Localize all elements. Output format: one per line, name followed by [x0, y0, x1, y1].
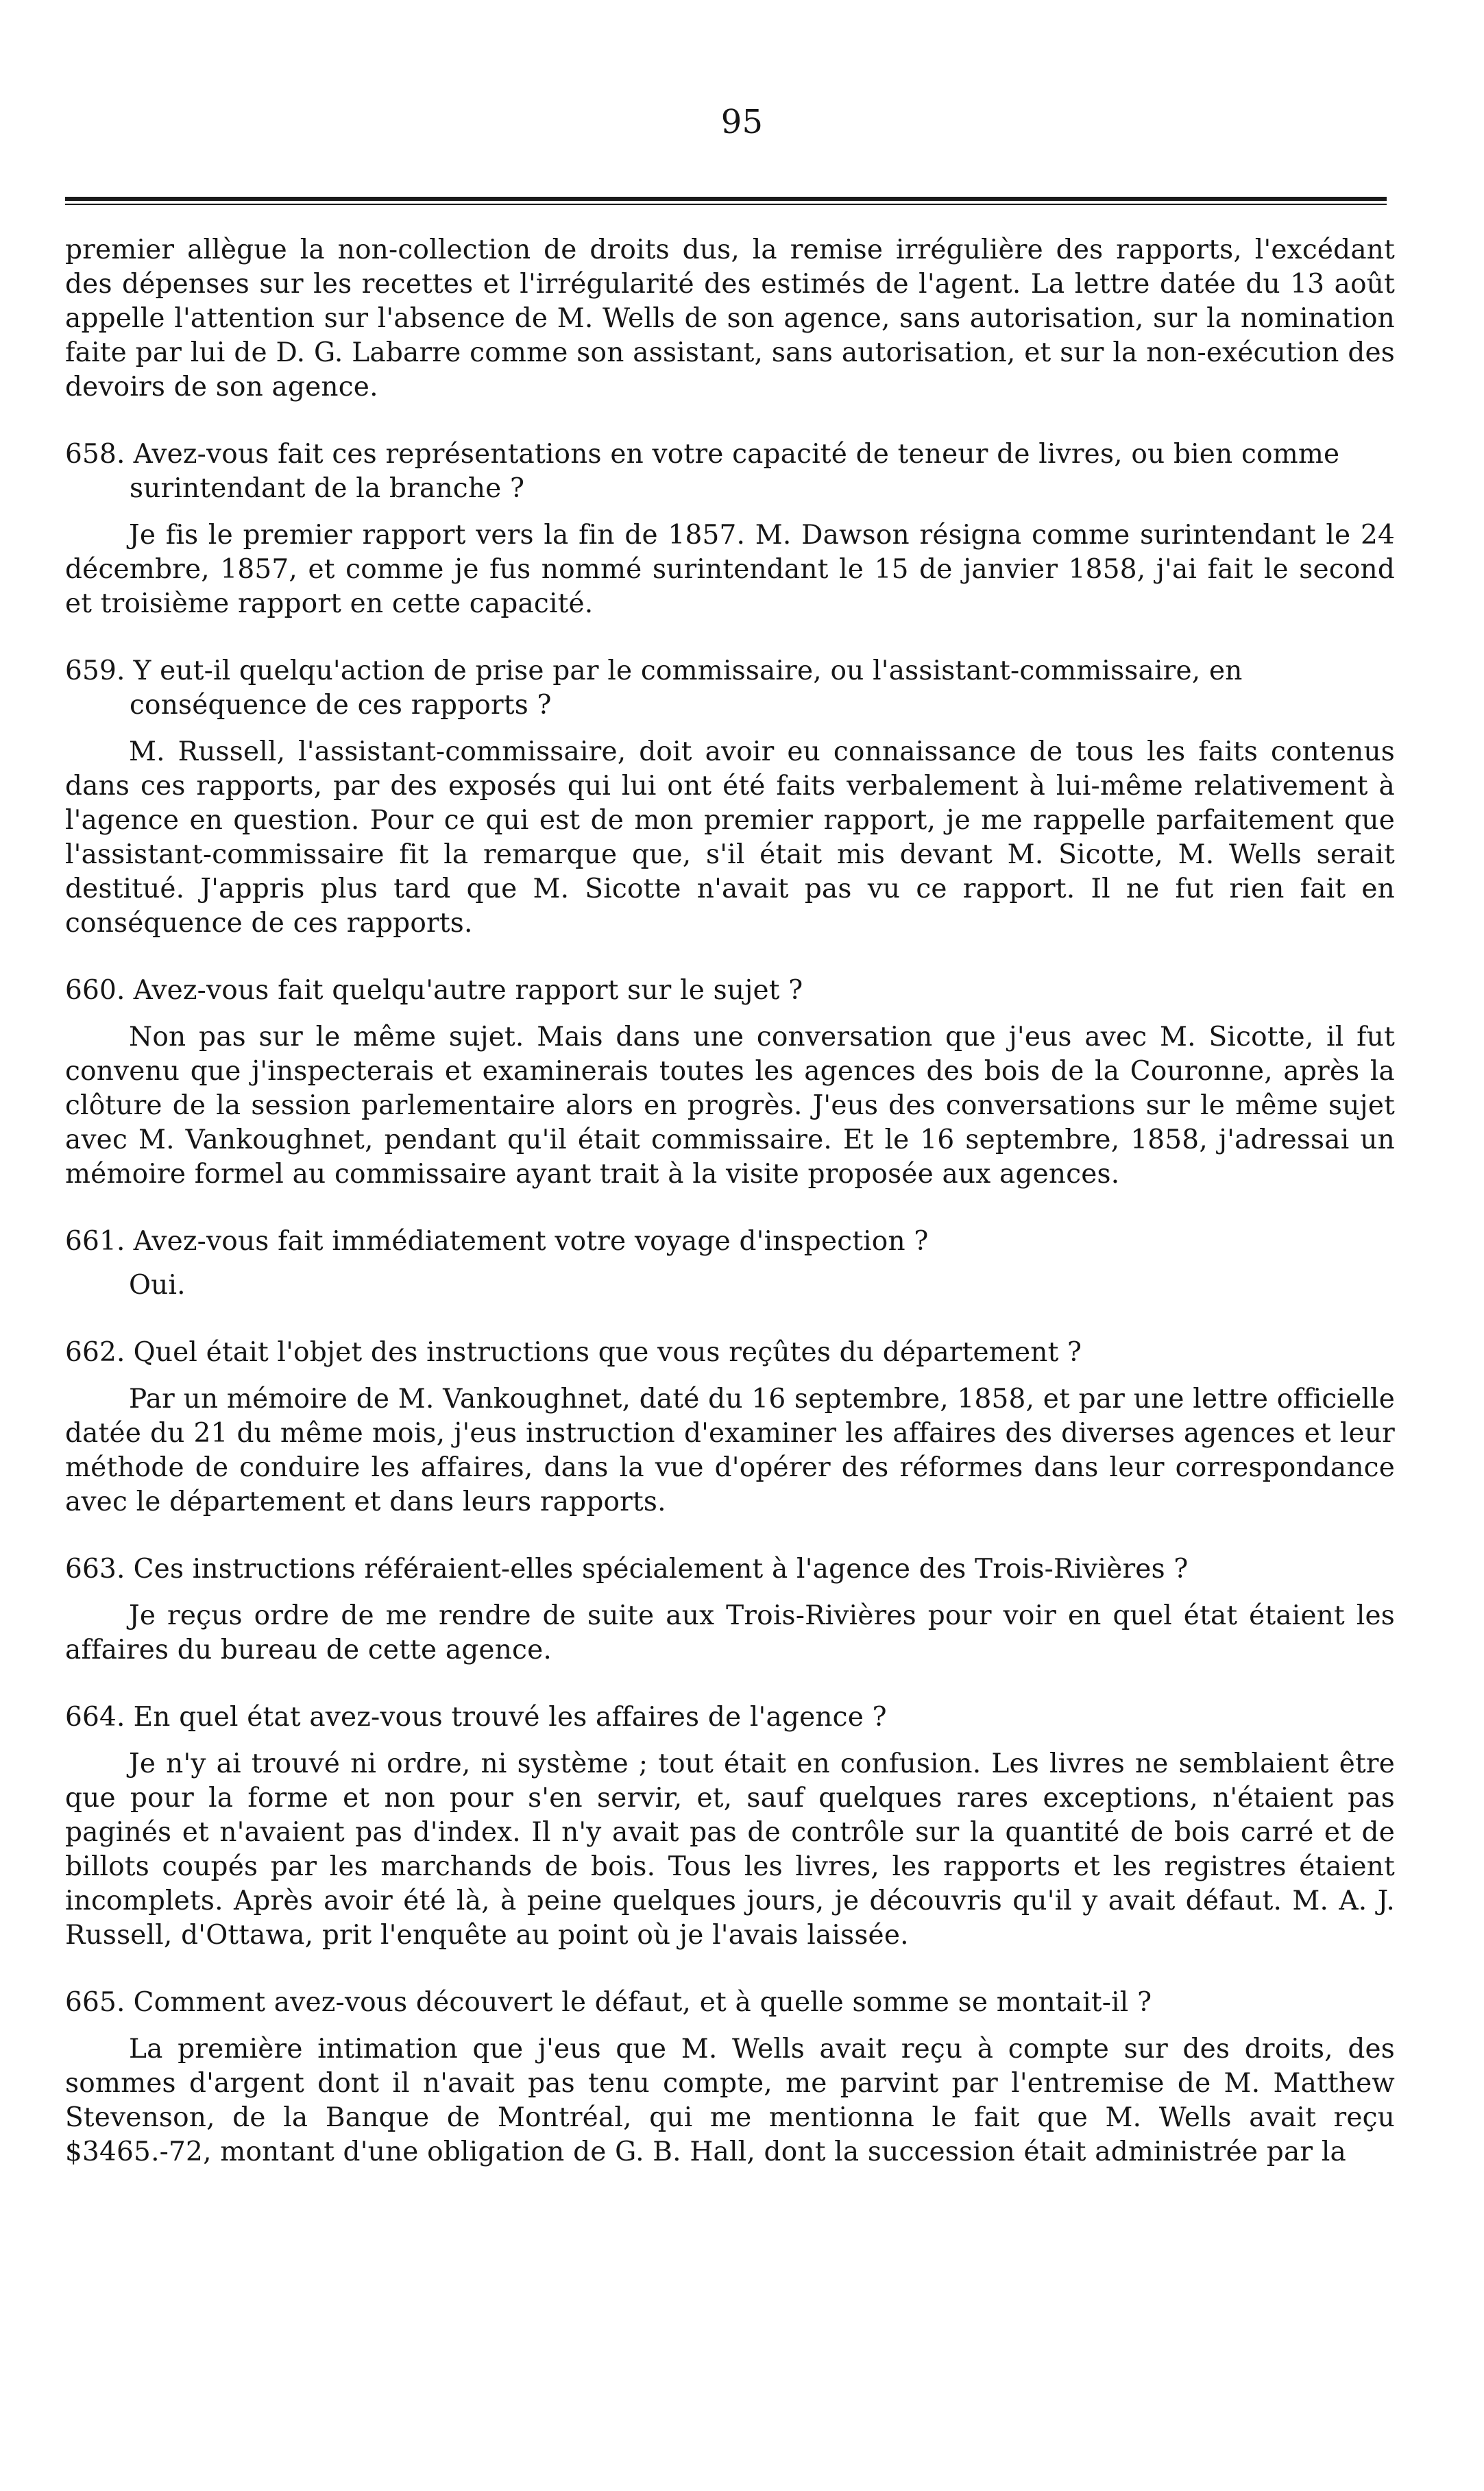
question-661: [65, 1225, 1395, 1259]
intro-paragraph: premier allègue la non-collection de droits dus, la remise irrégulière des rapports, l'excédant des dépenses sur les recettes et l'irrégularité des estimés de l'agent. La lettre datée du 13 août appelle l'attention sur l'absence de M. Wells de son agence, sans autorisation, sur la nomination faite par lui de D. G. Labarre comme son assistant, sans autorisation, et sur la non-exécution des devoirs de son agence.: [65, 234, 1395, 402]
question-number: 660.: [65, 975, 125, 1006]
question-665: [65, 1986, 1395, 2020]
question-664: [65, 1700, 1395, 1735]
answer-661: Oui.: [129, 1270, 186, 1301]
question-text: Quel était l'objet des instructions que vous reçûtes du département ?: [133, 1337, 1082, 1368]
question-663: [65, 1552, 1395, 1587]
header-rule-thin: [65, 204, 1387, 205]
question-text: Comment avez-vous découvert le défaut, et à quelle somme se montait-il ?: [133, 1987, 1152, 2018]
question-text: Y eut-il quelqu'action de prise par le commissaire, ou l'assistant-commissaire, en conséquence de ces rapports ?: [130, 655, 1243, 721]
question-number: 659.: [65, 655, 125, 686]
question-text: Avez-vous fait ces représentations en votre capacité de teneur de livres, ou bien comme surintendant de la branche ?: [130, 439, 1340, 504]
question-658: [65, 437, 1395, 506]
answer-663: Je reçus ordre de me rendre de suite aux Trois-Rivières pour voir en quel état étaient les affaires du bureau de cette agence.: [65, 1600, 1395, 1665]
answer-665: La première intimation que j'eus que M. Wells avait reçu à compte sur des droits, des sommes d'argent dont il n'avait pas tenu compte, me parvint par l'entremise de M. Matthew Stevenson, de la Banque de Montréal, qui me mentionna le fait que M. Wells avait reçu $3465.-72, montant d'une obligation de G. B. Hall, dont la succession était administrée par la: [65, 2034, 1395, 2167]
question-number: 661.: [65, 1226, 125, 1257]
question-662: [65, 1336, 1395, 1370]
answer-664: Je n'y ai trouvé ni ordre, ni système ; tout était en confusion. Les livres ne semblaient être que pour la forme et non pour s'en servir, et, sauf quelques rares exceptions, n'étaient pas paginés et n'avaient pas d'index. Il n'y avait pas de contrôle sur la quantité de bois carré et de billots coupés par les marchands de bois. Tous les livres, les rapports et les registres étaient incomplets. Après avoir été là, à peine quelques jours, je découvris qu'il y avait défaut. M. A. J. Russell, d'Ottawa, prit l'enquête au point où je l'avais laissée.: [65, 1748, 1395, 1951]
answer-660: Non pas sur le même sujet. Mais dans une conversation que j'eus avec M. Sicotte, il fut convenu que j'inspecterais et examinerais toutes les agences des bois de la Couronne, après la clôture de la session parlementaire alors en progrès. J'eus des conversations sur le même sujet avec M. Vankoughnet, pendant qu'il était commissaire. Et le 16 septembre, 1858, j'adressai un mémoire formel au commissaire ayant trait à la visite proposée aux agences.: [65, 1022, 1395, 1190]
question-number: 665.: [65, 1987, 125, 2018]
question-text: Ces instructions référaient-elles spécialement à l'agence des Trois-Rivières ?: [133, 1554, 1189, 1585]
question-text: Avez-vous fait quelqu'autre rapport sur le sujet ?: [133, 975, 803, 1006]
question-text: Avez-vous fait immédiatement votre voyage d'inspection ?: [133, 1226, 929, 1257]
question-number: 662.: [65, 1337, 125, 1368]
question-number: 658.: [65, 439, 125, 470]
answer-658: Je fis le premier rapport vers la fin de 1857. M. Dawson résigna comme surintendant le 24 décembre, 1857, et comme je fus nommé surintendant le 15 de janvier 1858, j'ai fait le second et troisième rapport en cette capacité.: [65, 520, 1395, 619]
document-body: [65, 233, 1395, 2169]
question-number: 664.: [65, 1702, 125, 1733]
question-number: 663.: [65, 1554, 125, 1585]
header-rule: [65, 197, 1387, 201]
question-text: En quel état avez-vous trouvé les affaires de l'agence ?: [133, 1702, 887, 1733]
answer-662: Par un mémoire de M. Vankoughnet, daté du 16 septembre, 1858, et par une lettre officielle datée du 21 du même mois, j'eus instruction d'examiner les affaires des diverses agences et leur méthode de conduire les affaires, dans la vue d'opérer des réformes dans leur correspondance avec le département et dans leurs rapports.: [65, 1384, 1395, 1517]
answer-659: M. Russell, l'assistant-commissaire, doit avoir eu connaissance de tous les faits contenus dans ces rapports, par des exposés qui lui ont été faits verbalement à lui-même relativement à l'agence en question. Pour ce qui est de mon premier rapport, je me rappelle parfaitement que l'assistant-commissaire fit la remarque que, s'il était mis devant M. Sicotte, M. Wells serait destitué. J'appris plus tard que M. Sicotte n'avait pas vu ce rapport. Il ne fut rien fait en conséquence de ces rapports.: [65, 736, 1395, 939]
page-number: 95: [720, 103, 764, 141]
question-659: [65, 654, 1395, 723]
question-660: [65, 974, 1395, 1008]
